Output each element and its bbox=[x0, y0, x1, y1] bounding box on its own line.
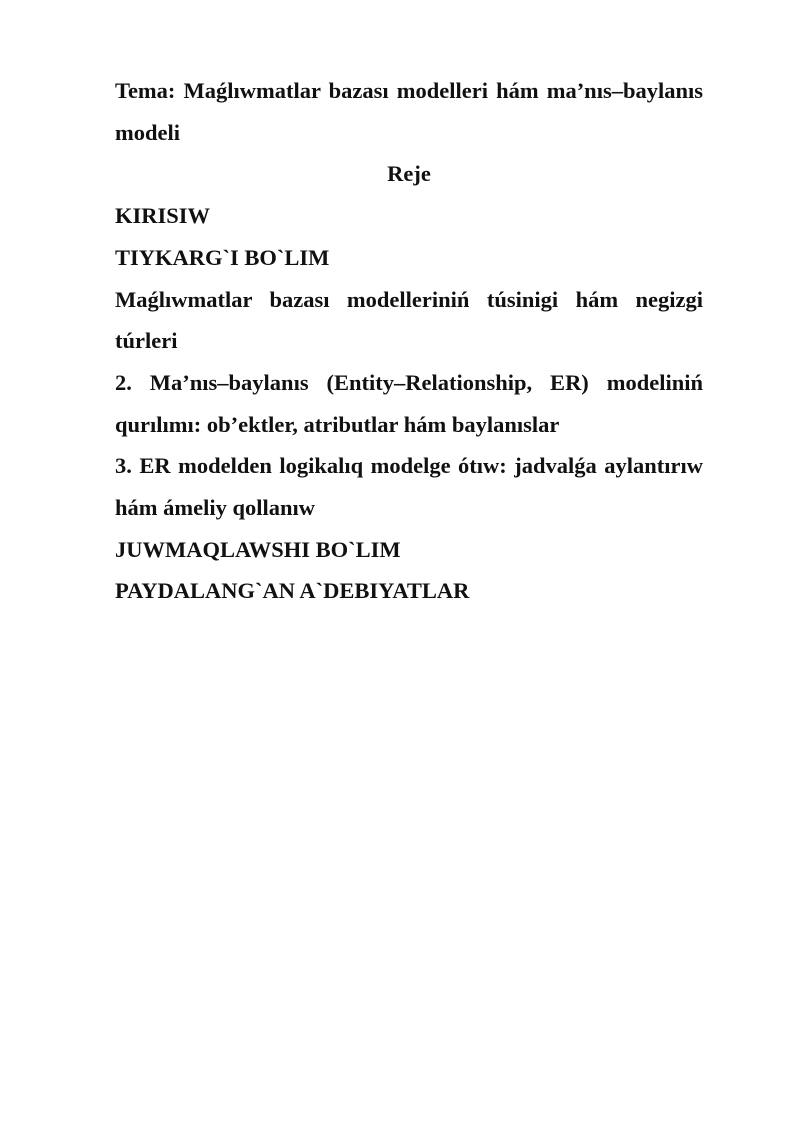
intro-heading: KIRISIW bbox=[115, 203, 211, 229]
topic-line: Tema: Maǵlıwmatlar bazası modelleri hám ma’nıs–baylanıs modeli bbox=[115, 78, 703, 145]
document-content bbox=[115, 70, 703, 612]
plan-item-3: 3. ER modelden logikalıq modelge ótıw: jadvalǵa aylantırıw hám ámeliy qollanıw bbox=[115, 453, 703, 521]
conclusion-heading: JUWMAQLAWSHI BO`LIM bbox=[115, 536, 401, 562]
plan-item-1: Maǵlıwmatlar bazası modelleriniń túsinigi hám negizgi túrleri bbox=[115, 286, 703, 354]
plan-item-2: 2. Ma’nıs–baylanıs (Entity–Relationship, ER) modeliniń qurılımı: ob’ektler, atributlar hám baylanıslar bbox=[115, 369, 703, 437]
main-part-heading: TIYKARG`I BO`LIM bbox=[115, 244, 330, 270]
plan-heading: Reje bbox=[387, 161, 431, 187]
references-heading: PAYDALANG`AN A`DEBIYATLAR bbox=[115, 578, 470, 604]
